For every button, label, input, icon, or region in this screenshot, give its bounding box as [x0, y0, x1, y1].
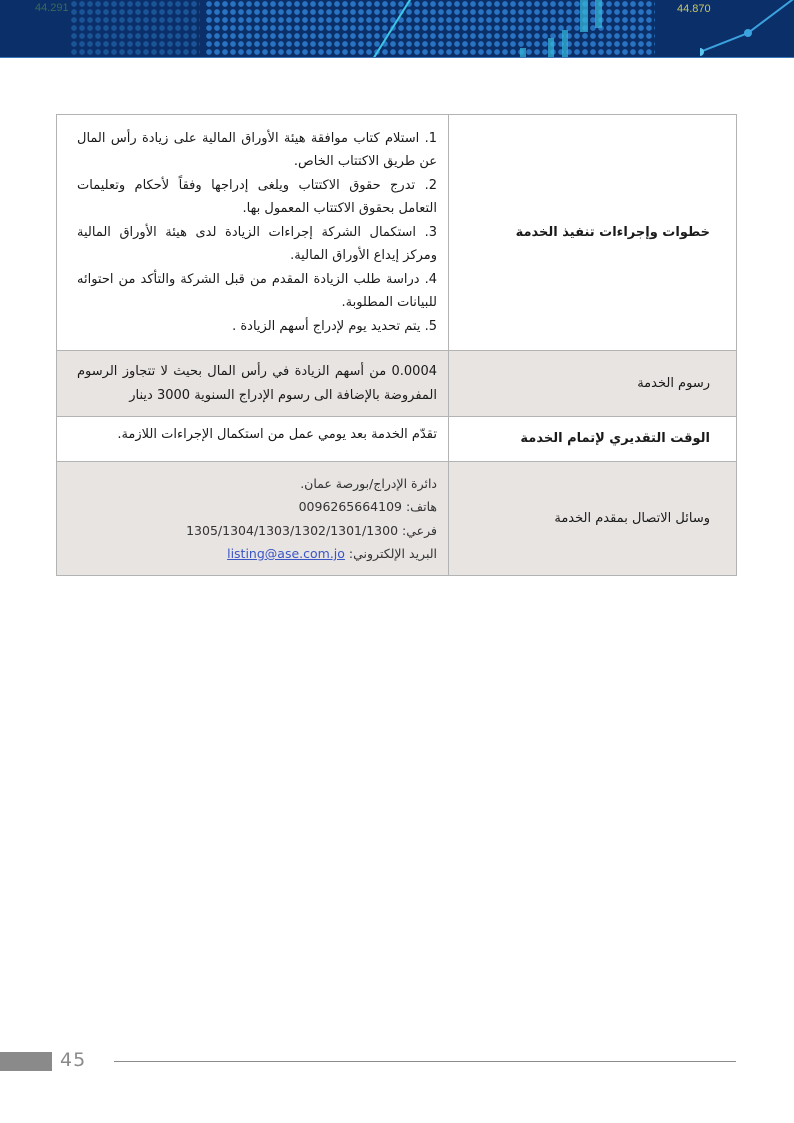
banner-chart-bar [548, 38, 554, 57]
table-row-fees [57, 351, 737, 417]
contact-email-label: البريد الإلكتروني: [348, 546, 437, 561]
step-item: 4. دراسة طلب الزيادة المقدم من قبل الشركة والتأكد من احتوائه للبيانات المطلوبة. [77, 271, 437, 311]
row-label-contact: وسائل الاتصال بمقدم الخدمة [449, 462, 737, 576]
banner-chart-bar [520, 48, 526, 57]
contact-ext: 1305/1304/1303/1302/1301/1300 [186, 522, 399, 538]
table-row-duration [57, 417, 737, 462]
banner-ticker-left: 44.291 [35, 2, 69, 14]
step-item: 1. استلام كتاب موافقة هيئة الأوراق المالية على زيادة رأس المال عن طريق الاكتتاب الخاص. [77, 130, 437, 170]
row-label-duration: الوقت التقديري لإتمام الخدمة [449, 417, 737, 462]
row-label-steps: خطوات وإجراءات تنفيذ الخدمة [449, 115, 737, 351]
footer-gray-block [0, 1052, 52, 1071]
table-row-steps [57, 115, 737, 351]
contact-ext-line [77, 519, 437, 543]
banner-dot-pattern-left [70, 0, 200, 57]
contact-ext-label: فرعي: [402, 522, 437, 538]
row-value-duration: تقدّم الخدمة بعد يومي عمل من استكمال الإجراءات اللازمة. [57, 417, 449, 462]
contact-email-line [77, 542, 437, 566]
row-value-contact [57, 462, 449, 576]
banner-trend-chart-icon [700, 0, 794, 57]
contact-phone-line [77, 495, 437, 519]
banner-chart-bar [595, 0, 602, 28]
row-label-fees: رسوم الخدمة [449, 351, 737, 417]
banner-chart-bar [580, 0, 588, 32]
step-item: 3. استكمال الشركة إجراءات الزيادة لدى هيئة الأوراق المالية ومركز إيداع الأوراق المالية. [77, 224, 437, 264]
table-row-contact [57, 462, 737, 576]
header-banner [0, 0, 794, 58]
row-value-steps [57, 115, 449, 351]
contact-email-link[interactable]: listing@ase.com.jo [227, 546, 345, 561]
step-item: 5. يتم تحديد يوم لإدراج أسهم الزيادة . [232, 318, 437, 334]
row-value-fees: 0.0004 من أسهم الزيادة في رأس المال بحيث لا تتجاوز الرسوم المفروضة بالإضافة الى رسوم الإدراج السنوية 3000 دينار [57, 351, 449, 417]
banner-ticker-right: 44.870 [677, 3, 711, 15]
contact-phone: 0096265664109 [298, 499, 402, 514]
service-info-table [56, 114, 737, 576]
contact-phone-label: هاتف: [405, 499, 437, 514]
step-item: 2. تدرج حقوق الاكتتاب ويلغى إدراجها وفقاً لأحكام وتعليمات التعامل بحقوق الاكتتاب المعمول بها. [77, 177, 437, 217]
footer-rule [114, 1061, 736, 1062]
page-number: 45 [60, 1049, 87, 1071]
contact-department: دائرة الإدراج/بورصة عمان. [300, 475, 437, 491]
banner-chart-bar [562, 30, 568, 57]
